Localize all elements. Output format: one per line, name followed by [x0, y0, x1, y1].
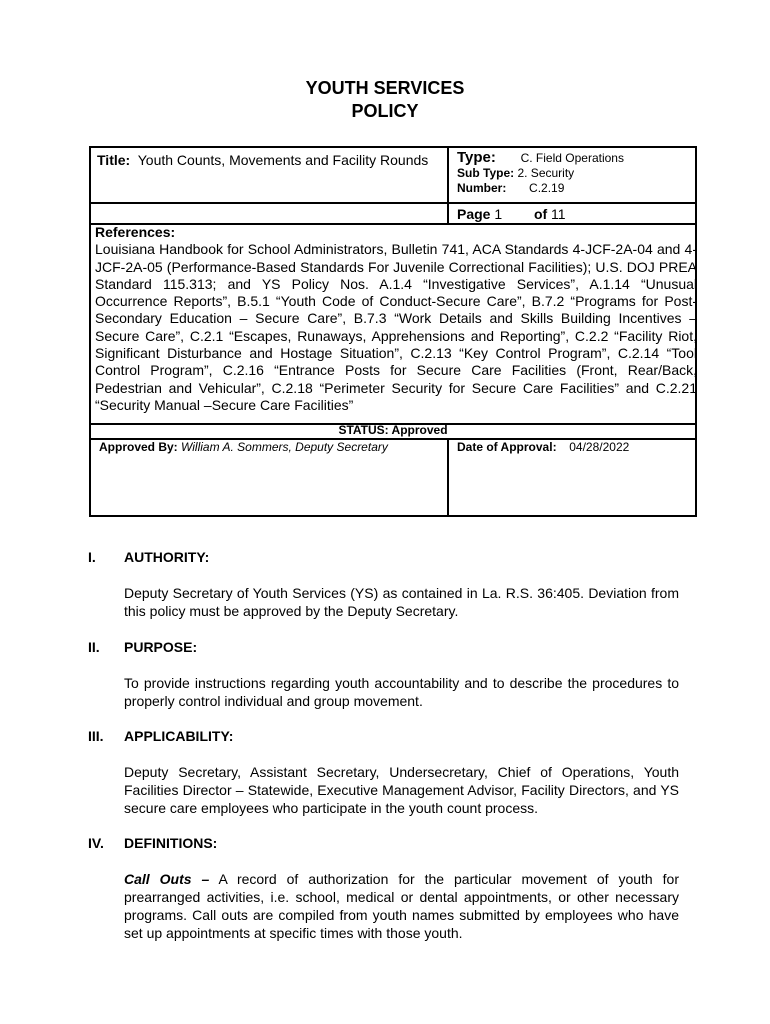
header-divider-type-bottom — [447, 202, 697, 204]
approved-by-label: Approved By: — [99, 440, 178, 454]
references-label: References: — [95, 224, 176, 240]
section-body: Deputy Secretary of Youth Services (YS) as contained in La. R.S. 36:405. Deviation from this policy must be approved by the Deputy Secretary. — [124, 585, 679, 619]
section-number: IV. — [88, 835, 104, 851]
policy-title-value: Youth Counts, Movements and Facility Rounds — [137, 152, 429, 168]
page-current: 1 — [494, 206, 503, 222]
definition-call-outs — [124, 870, 679, 942]
subtype-label: Sub Type: — [457, 166, 515, 180]
date-label: Date of Approval: — [457, 440, 557, 454]
date-of-approval-cell — [457, 440, 629, 455]
document-title-line2: POLICY — [351, 101, 419, 121]
header-divider-title-bottom — [91, 202, 447, 204]
page-total: 11 — [551, 206, 566, 222]
status-text: STATUS: Approved — [338, 423, 448, 437]
definition-text: A record of authorization for the particular movement of youth for prearranged activities, i.e. school, medical or dental appointments, or other necessary programs. Call outs are compiled from youth names submitted by employees who have set up appointments at specific times with those youth. — [124, 871, 679, 941]
policy-title-cell — [97, 151, 442, 169]
references-cell — [95, 224, 697, 414]
section-number: II. — [88, 639, 100, 655]
approved-by-cell — [99, 440, 449, 455]
page-label: Page — [457, 206, 491, 222]
section-heading: APPLICABILITY: — [124, 728, 234, 744]
page-number-cell — [457, 205, 566, 223]
section-number: III. — [88, 728, 104, 744]
number-value: C.2.19 — [529, 181, 565, 195]
section-heading: PURPOSE: — [124, 639, 198, 655]
date-value: 04/28/2022 — [569, 440, 630, 454]
type-value: C. Field Operations — [520, 151, 624, 165]
references-text: Louisiana Handbook for School Administrators, Bulletin 741, ACA Standards 4-JCF-2A-04 and 4-JCF-2A-05 (Performance-Based Standards For Juvenile Correctional Facilities); U.S. DOJ PREA Standard 115.313; and YS Policy Nos. A.1.4 “Investigative Services”, A.1.14 “Unusual Occurrence Reports”, B.5.1 “Youth Code of Conduct-Secure Care”, B.7.2 “Programs for Post-Secondary Education – Secure Care”, B.7.3 “Work Details and Skills Building Incentives – Secure Care”, C.2.1 “Escapes, Runaways, Apprehensions and Reporting”, C.2.2 “Facility Riot, Significant Disturbance and Hostage Situation”, C.2.13 “Key Control Program”, C.2.14 “Tool Control Program”, C.2.16 “Entrance Posts for Secure Care Facilities (Front, Rear/Back, Pedestrian and Vehicular”, C.2.18 “Perimeter Security for Secure Care Facilities” and C.2.21 “Security Manual –Secure Care Facilities” — [95, 241, 697, 413]
header-divider-vertical-top — [447, 148, 449, 224]
type-label: Type: — [457, 149, 496, 166]
number-label: Number: — [457, 181, 507, 195]
section-heading: AUTHORITY: — [124, 549, 210, 565]
approved-by-value: William A. Sommers, Deputy Secretary — [181, 440, 388, 454]
policy-title-label: Title: — [97, 152, 131, 168]
page-of-label: of — [533, 206, 548, 222]
document-title-line1: YOUTH SERVICES — [305, 78, 465, 98]
section-body: To provide instructions regarding youth accountability and to describe the procedures to properly control individual and group movement. — [124, 675, 679, 709]
section-number: I. — [88, 549, 96, 565]
section-body: Deputy Secretary, Assistant Secretary, Undersecretary, Chief of Operations, Youth Facilities Director – Statewide, Executive Management Advisor, Facility Directors, and YS secure care employees who participate in the youth count process. — [124, 764, 679, 816]
section-heading: DEFINITIONS: — [124, 835, 218, 851]
policy-type-cell — [457, 150, 697, 196]
subtype-value: 2. Security — [517, 166, 575, 180]
policy-header-table — [89, 146, 697, 517]
definition-term: Call Outs – — [124, 871, 210, 887]
